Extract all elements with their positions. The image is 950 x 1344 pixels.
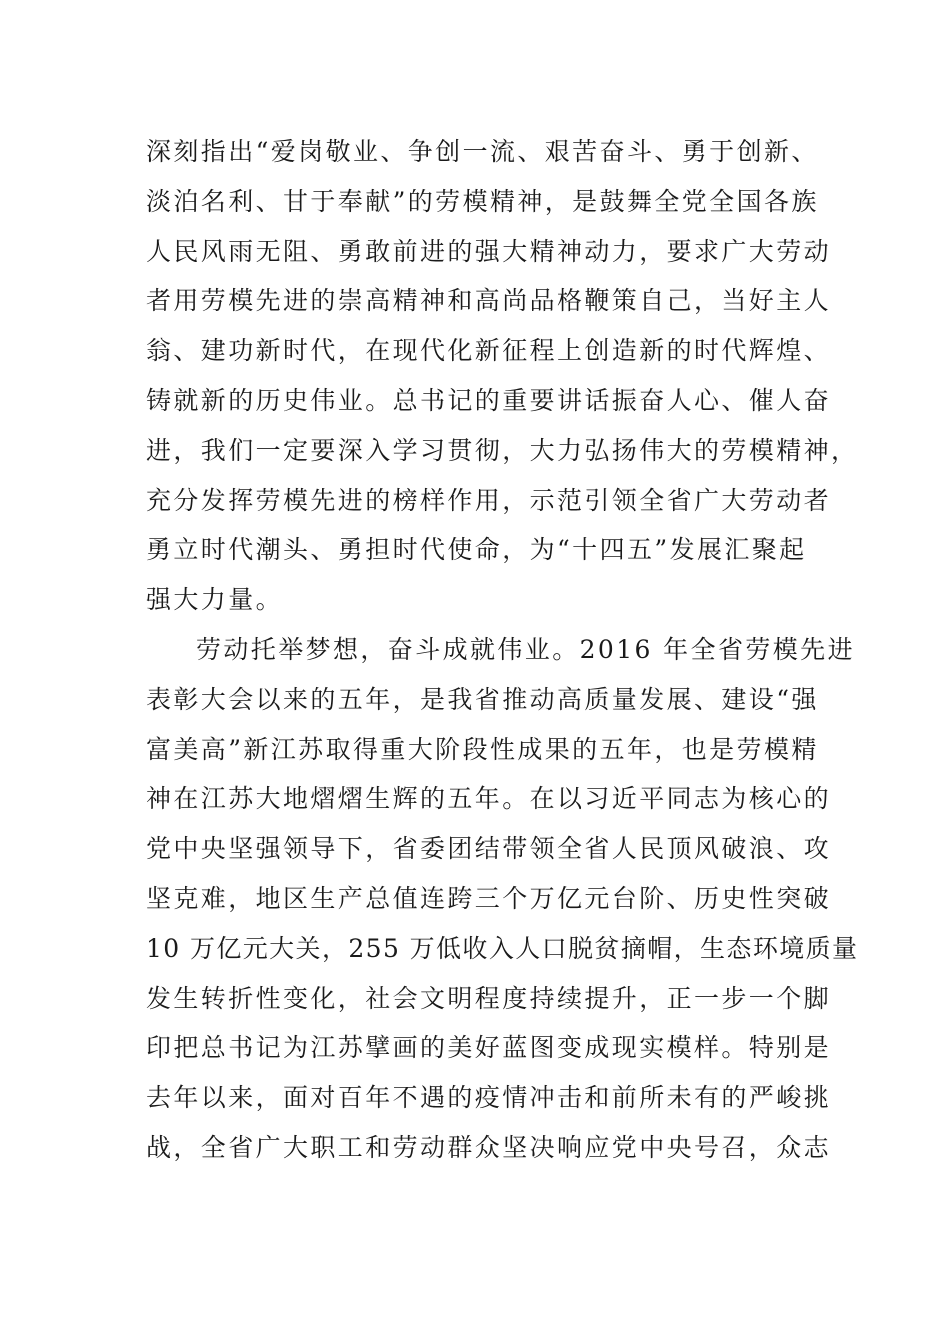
text-line: 深刻指出“爱岗敬业、争创一流、艰苦奋斗、勇于创新、: [146, 137, 819, 166]
text-line: 强大力量。: [146, 585, 284, 615]
text-line: 人民风雨无阻、勇敢前进的强大精神动力，要求广大劳动: [146, 236, 832, 266]
text-line: 去年以来，面对百年不遇的疫情冲击和前所未有的严峻挑: [146, 1083, 832, 1113]
text-line: 表彰大会以来的五年，是我省推动高质量发展、建设“强: [146, 684, 819, 714]
text-line: 富美高”新江苏取得重大阶段性成果的五年，也是劳模精: [146, 734, 819, 764]
text-line: 党中央坚强领导下，省委团结带领全省人民顶风破浪、攻: [146, 834, 832, 864]
text-line: 发生转折性变化，社会文明程度持续提升，正一步一个脚: [146, 983, 832, 1013]
text-line: 充分发挥劳模先进的榜样作用，示范引领全省广大劳动者: [146, 485, 832, 515]
text-line: 勇立时代潮头、勇担时代使命，为“十四五”发展汇聚起: [146, 535, 807, 565]
paragraph-first-line: 劳动托举梦想，奋斗成就伟业。2016 年全省劳模先进: [196, 634, 855, 664]
text-line: 印把总书记为江苏擘画的美好蓝图变成现实模样。特别是: [146, 1033, 832, 1063]
text-line: 淡泊名利、甘于奉献”的劳模精神，是鼓舞全党全国各族: [146, 186, 819, 216]
text-line: 坚克难，地区生产总值连跨三个万亿元台阶、历史性突破: [146, 883, 832, 913]
text-line: 神在江苏大地熠熠生辉的五年。在以习近平同志为核心的: [146, 784, 832, 814]
text-line: 战，全省广大职工和劳动群众坚决响应党中央号召，众志: [146, 1132, 832, 1162]
text-line: 10 万亿元大关，255 万低收入人口脱贫摘帽，生态环境质量: [146, 933, 859, 963]
text-line: 铸就新的历史伟业。总书记的重要讲话振奋人心、催人奋: [146, 385, 832, 415]
text-line: 者用劳模先进的崇高精神和高尚品格鞭策自己，当好主人: [146, 286, 832, 316]
body-text: [146, 127, 859, 1173]
text-line: 进，我们一定要深入学习贯彻，大力弘扬伟大的劳模精神，: [146, 435, 859, 465]
text-line: 翁、建功新时代，在现代化新征程上创造新的时代辉煌、: [146, 336, 832, 366]
